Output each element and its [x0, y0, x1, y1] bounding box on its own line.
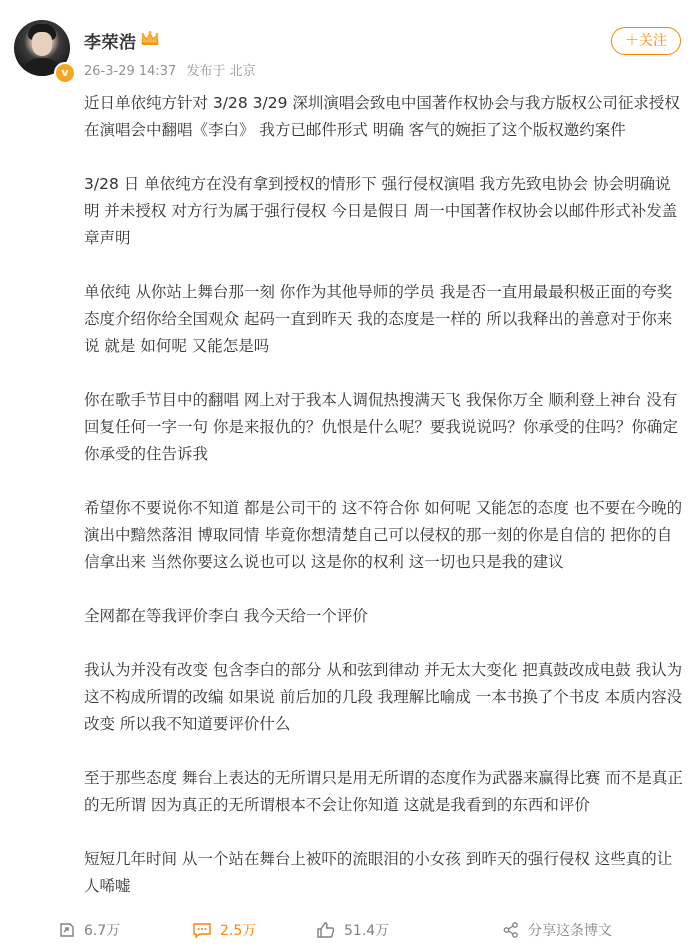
post-paragraph: 短短几年时间 从一个站在舞台上被吓的流眼泪的小女孩 到昨天的强行侵权 这些真的让人唏嘘: [84, 850, 673, 895]
post-paragraph: 近日单依纯方针对 3/28 3/29 深圳演唱会致电中国著作权协会与我方版权公司征求授权在演唱会中翻唱《李白》 我方已邮件形式 明确 客气的婉拒了这个版权邀约案件: [84, 94, 680, 139]
like-icon: [316, 921, 336, 939]
verified-badge-icon: v: [54, 62, 76, 84]
post-paragraph: 3/28 日 单依纯方在没有拿到授权的情形下 强行侵权演唱 我方先致电协会 协会明确说明 并未授权 对方行为属于强行侵权 今日是假日 周一中国著作权协会以邮件形式补发盖章声明: [84, 175, 678, 247]
post-content: [84, 90, 684, 927]
share-label: 分享这条博文: [528, 923, 612, 939]
like-button[interactable]: [316, 917, 389, 943]
post-paragraph: 单依纯 从你站上舞台那一刻 你作为其他导师的学员 我是否一直用最最积极正面的夸奖态度介绍你给全国观众 起码一直到昨天 我的态度是一样的 所以我释出的善意对于你来说 就是 如何呢 又能怎是吗: [84, 283, 673, 355]
share-icon: [502, 921, 520, 939]
share-button[interactable]: [502, 917, 612, 943]
like-count: 51.4万: [344, 923, 390, 939]
post-meta: [84, 60, 262, 79]
author-name[interactable]: 李荣浩: [84, 33, 137, 53]
post-header: [0, 0, 700, 90]
repost-button[interactable]: [58, 917, 120, 943]
post-timestamp[interactable]: 26-3-29 14:37: [84, 64, 177, 79]
post-paragraph: 希望你不要说你不知道 都是公司干的 这不符合你 如何呢 又能怎的态度 也不要在今晚的演出中黯然落泪 博取同情 毕竟你想清楚自己可以侵权的那一刻的你是自信的 把你的自信拿出来 当然你要这么说也可以 这是你的权利 这一切也只是我的建议: [84, 499, 683, 571]
repost-count: 6.7万: [84, 923, 121, 939]
repost-icon: [58, 921, 76, 939]
post-paragraph: 我认为并没有改变 包含李白的部分 从和弦到律动 并无太大变化 把真鼓改成电鼓 我认为这不构成所谓的改编 如果说 前后加的几段 我理解比喻成 一本书换了个书皮 本质内容没改变 所以我不知道要评价什么: [84, 661, 683, 733]
post-paragraph: 你在歌手节目中的翻唱 网上对于我本人调侃热搜满天飞 我保你万全 顺利登上神台 没有回复任何一字一句 你是来报仇的？仇恨是什么呢？要我说说吗？你承受的住吗？你确定你承受的住告诉我: [84, 391, 678, 463]
post-paragraph: 全网都在等我评价李白 我今天给一个评价: [84, 607, 368, 625]
comment-button[interactable]: [192, 917, 256, 943]
post-source: 发布于 北京: [186, 64, 256, 79]
comment-icon: [192, 921, 212, 939]
post-actions: [0, 915, 700, 948]
comment-count: 2.5万: [220, 923, 257, 939]
post-paragraph: 至于那些态度 舞台上表达的无所谓只是用无所谓的态度作为武器来赢得比赛 而不是真正的无所谓 因为真正的无所谓根本不会让你知道 这就是我看到的东西和评价: [84, 769, 683, 814]
follow-button[interactable]: ＋关注: [611, 27, 681, 55]
avatar-face: [32, 32, 52, 56]
crown-icon: [140, 30, 160, 46]
